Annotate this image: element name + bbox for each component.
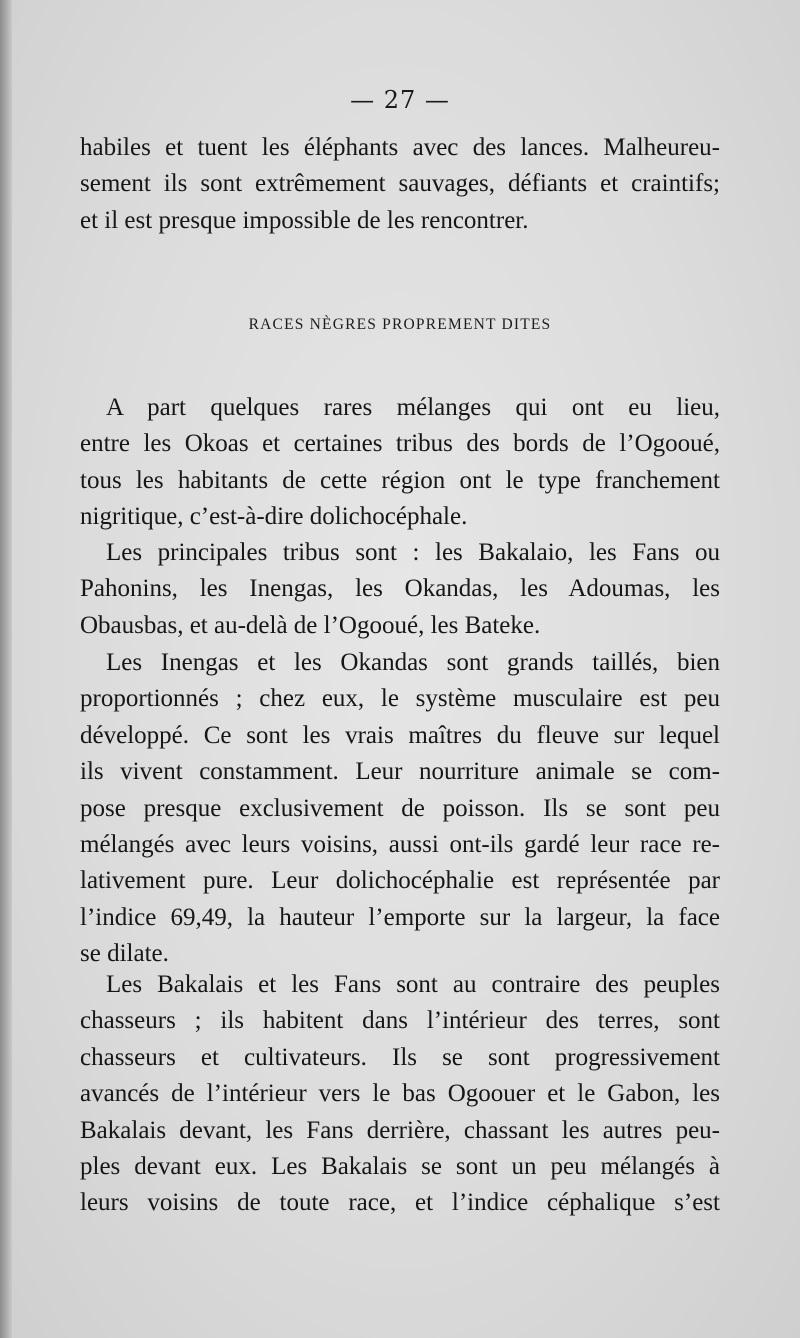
- text-line: chasseurs ; ils habitent dans l’intérieur des terres, sont: [80, 1007, 720, 1035]
- text-line: ples devant eux. Les Bakalais se sont un peu mélangés à: [80, 1153, 720, 1181]
- text-line: lativement pure. Leur dolichocéphalie est représentée par: [80, 867, 720, 895]
- text-line: ils vivent constamment. Leur nourriture animale se com-: [80, 758, 720, 786]
- text-line: entre les Okoas et certaines tribus des bords de l’Ogooué,: [80, 430, 720, 458]
- text-line: Les Bakalais et les Fans sont au contraire des peuples: [106, 971, 720, 998]
- text-line: Les principales tribus sont : les Bakalaio, les Fans ou: [106, 539, 720, 566]
- text-line: pose presque exclusivement de poisson. Ils se sont peu: [80, 794, 720, 822]
- section-heading: RACES NÈGRES PROPREMENT DITES: [248, 316, 552, 333]
- text-line: habiles et tuent les éléphants avec des lances. Malheureu-: [80, 134, 720, 161]
- text-line: Bakalais devant, les Fans derrière, chassant les autres peu-: [80, 1116, 720, 1144]
- text-line: nigritique, c’est-à-dire dolichocéphale.: [80, 503, 468, 531]
- text-line: tous les habitants de cette région ont le type franchement: [80, 466, 720, 494]
- page-edge-shadow: [0, 0, 12, 1338]
- text-line: l’indice 69,49, la hauteur l’emporte sur la largeur, la face: [80, 903, 720, 931]
- text-line: proportionnés ; chez eux, le système musculaire est peu: [80, 685, 720, 713]
- text-line: A part quelques rares mélanges qui ont eu lieu,: [106, 394, 720, 421]
- text-line: Pahonins, les Inengas, les Okandas, les Adoumas, les: [80, 575, 720, 603]
- paragraph-4: [80, 967, 720, 1222]
- paragraph-3: [80, 645, 720, 973]
- paragraph-1: [80, 390, 720, 536]
- text-line: Obausbas, et au-delà de l’Ogooué, les Bateke.: [80, 611, 541, 639]
- page-number: — 27 —: [350, 86, 450, 114]
- text-line: développé. Ce sont les vrais maîtres du fleuve sur lequel: [80, 721, 720, 749]
- continuation-paragraph: [80, 130, 720, 239]
- text-line: se dilate.: [80, 940, 169, 968]
- text-line: chasseurs et cultivateurs. Ils se sont progressivement: [80, 1043, 720, 1071]
- text-line: Les Inengas et les Okandas sont grands taillés, bien: [106, 649, 720, 676]
- paragraph-2: [80, 535, 720, 644]
- text-line: et il est presque impossible de les rencontrer.: [80, 206, 529, 234]
- text-line: sement ils sont extrêmement sauvages, défiants et craintifs;: [80, 170, 720, 198]
- text-line: mélangés avec leurs voisins, aussi ont-ils gardé leur race re-: [80, 831, 720, 859]
- text-line: avancés de l’intérieur vers le bas Ogoouer et le Gabon, les: [80, 1080, 720, 1108]
- text-line: leurs voisins de toute race, et l’indice céphalique s’est: [80, 1189, 720, 1217]
